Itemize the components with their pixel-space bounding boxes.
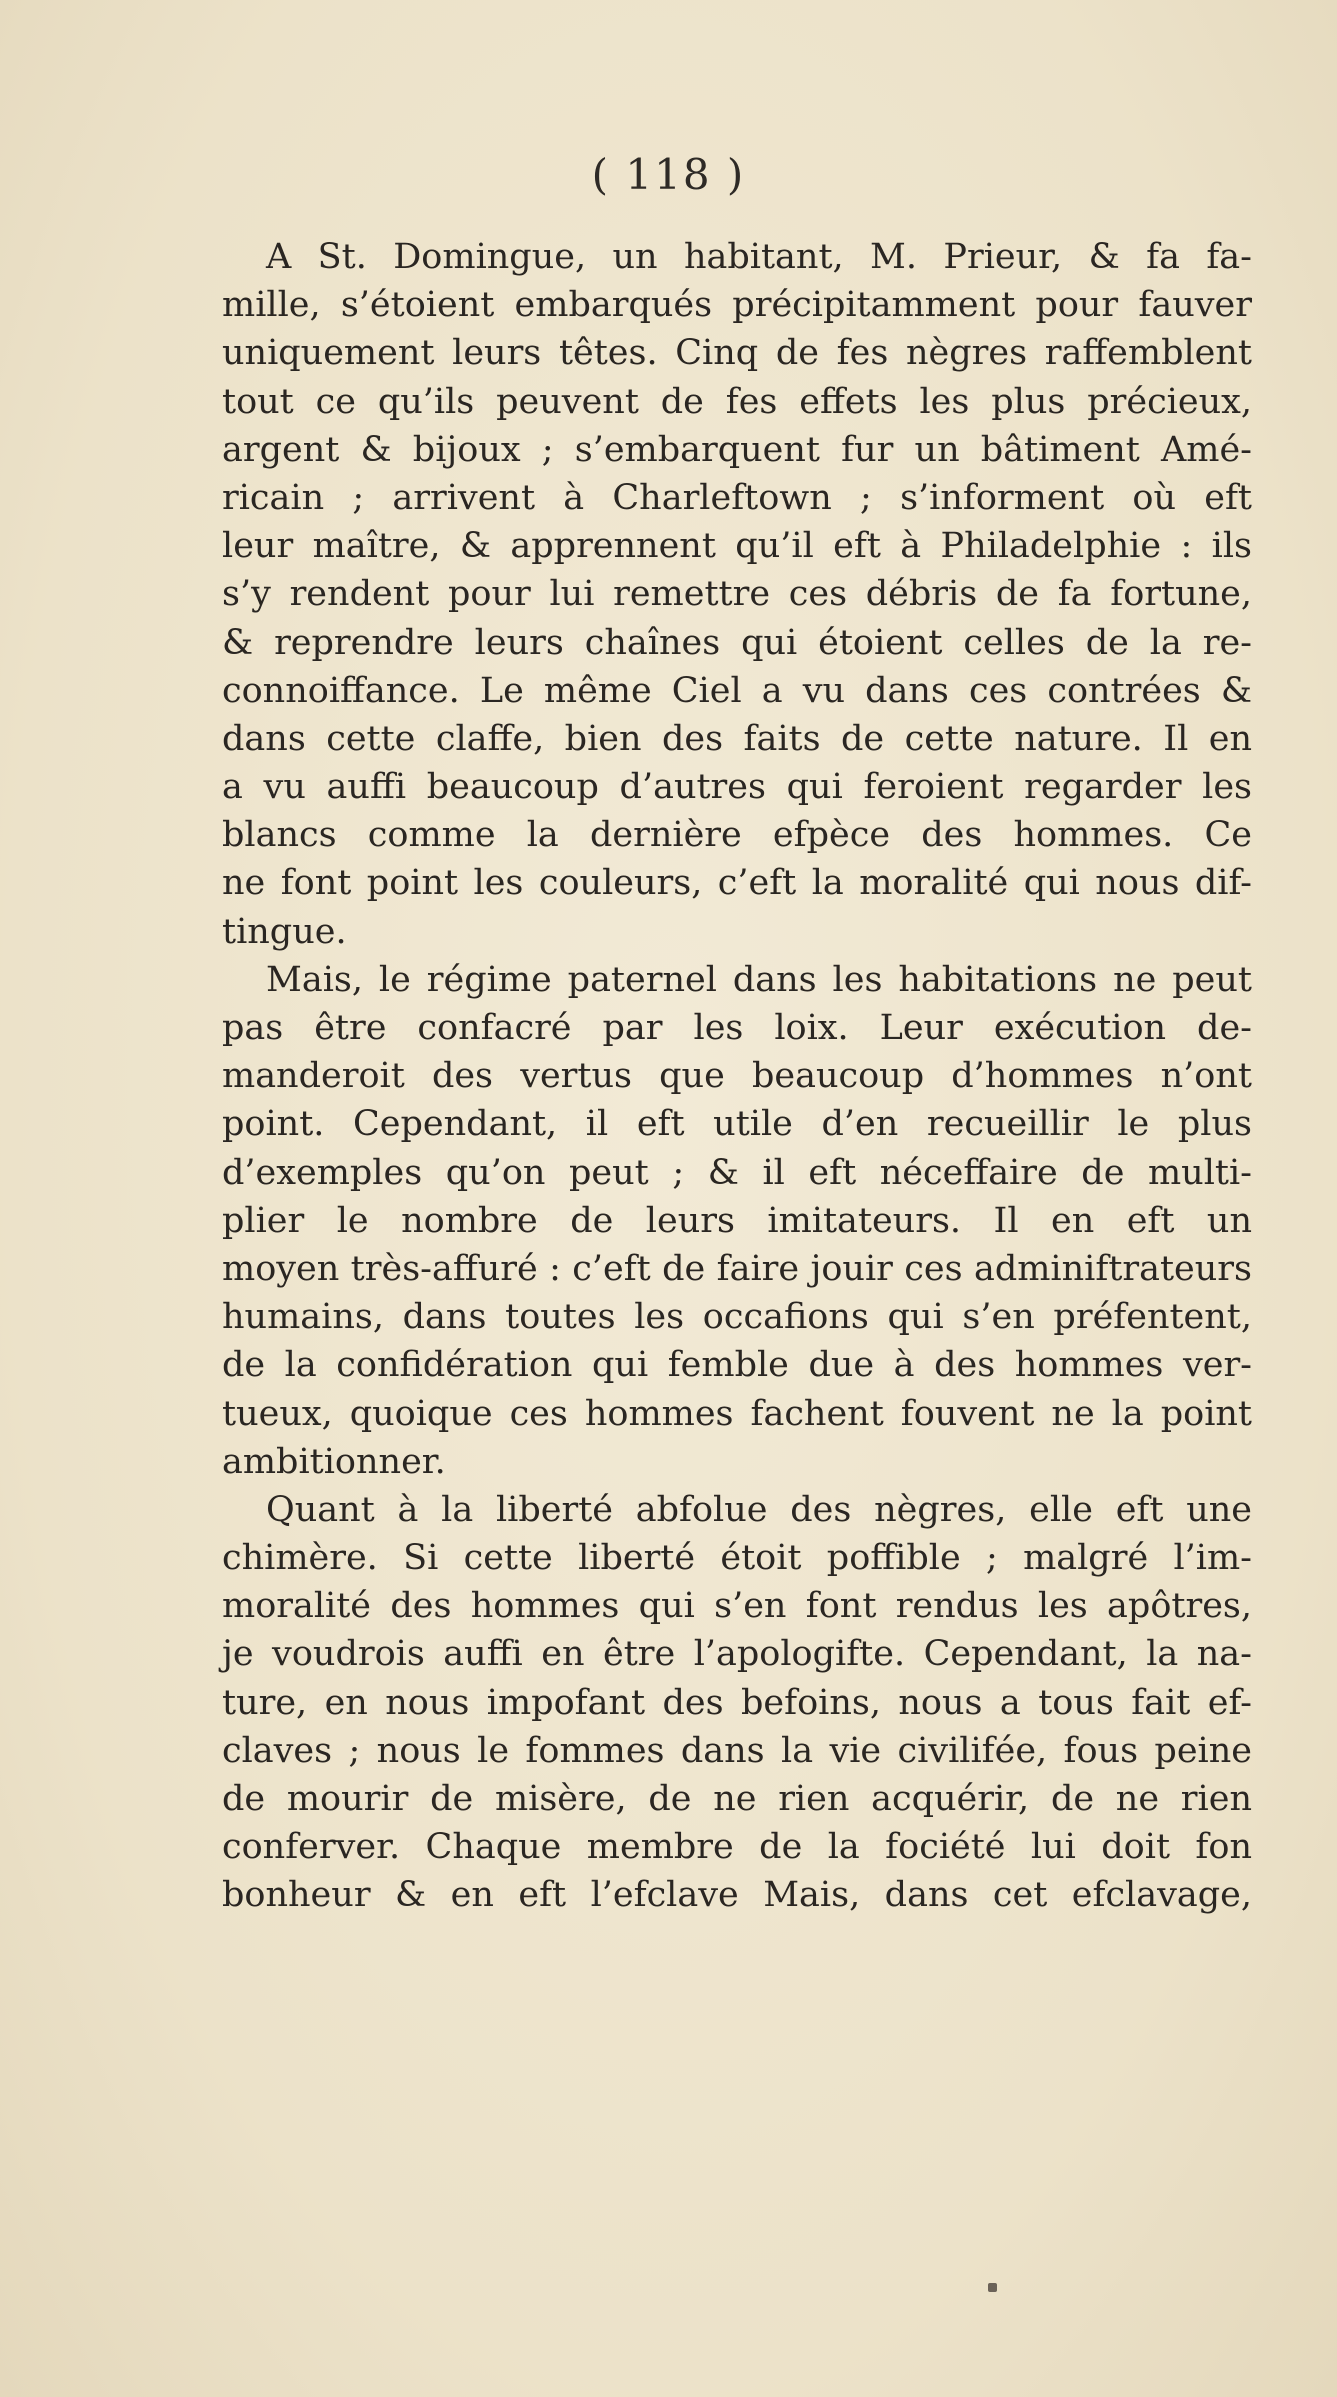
text-line: tingue. bbox=[222, 911, 347, 952]
text-line: tout ce qu’ils peuvent de fes effets les plus précieux, bbox=[222, 381, 1252, 422]
text-line: ne font point les couleurs, c’eft la moralité qui nous dif- bbox=[222, 863, 1252, 904]
text-line: A St. Domingue, un habitant, M. Prieur, & fa fa- bbox=[266, 237, 1252, 277]
text-line: de la confidération qui femble due à des hommes ver- bbox=[222, 1345, 1252, 1386]
text-line: Mais, le régime paternel dans les habitations ne peut bbox=[266, 959, 1252, 1000]
text-line: moyen très-affuré : c’eft de faire jouir ces adminiftrateurs bbox=[222, 1248, 1252, 1289]
text-line: point. Cependant, il eft utile d’en recueillir le plus bbox=[222, 1104, 1252, 1145]
text-line: connoiffance. Le même Ciel a vu dans ces contrées & bbox=[222, 670, 1252, 711]
page-number: ( 118 ) bbox=[591, 150, 746, 199]
text-line: dans cette claffe, bien des faits de cette nature. Il en bbox=[222, 718, 1252, 759]
text-line: je voudrois auffi en être l’apologifte. Cependant, la na- bbox=[222, 1634, 1252, 1675]
text-line: mille, s’étoient embarqués précipitamment pour fauver bbox=[222, 285, 1252, 326]
text-line: humains, dans toutes les occafions qui s’en préfentent, bbox=[222, 1297, 1252, 1338]
text-line: chimère. Si cette liberté étoit poffible ; malgré l’im- bbox=[222, 1538, 1252, 1579]
text-line: Quant à la liberté abfolue des nègres, elle eft une bbox=[266, 1489, 1252, 1530]
text-line: leur maître, & apprennent qu’il eft à Philadelphie : ils bbox=[222, 526, 1252, 567]
text-line: manderoit des vertus que beaucoup d’hommes n’ont bbox=[222, 1056, 1252, 1097]
text-line: pas être confacré par les loix. Leur exécution de- bbox=[222, 1008, 1252, 1048]
text-line: moralité des hommes qui s’en font rendus les apôtres, bbox=[222, 1586, 1252, 1627]
text-line: de mourir de misère, de ne rien acquérir, de ne rien bbox=[222, 1779, 1252, 1819]
text-line: ricain ; arrivent à Charleftown ; s’informent où eft bbox=[222, 477, 1252, 518]
text-line: a vu auffi beaucoup d’autres qui feroient regarder les bbox=[222, 767, 1252, 808]
text-line: s’y rendent pour lui remettre ces débris de fa fortune, bbox=[222, 574, 1252, 615]
text-line: tueux, quoique ces hommes fachent fouvent ne la point bbox=[222, 1393, 1252, 1434]
text-line: plier le nombre de leurs imitateurs. Il en eft un bbox=[222, 1200, 1252, 1241]
text-line: ture, en nous impofant des befoins, nous a tous fait ef- bbox=[222, 1682, 1252, 1723]
text-line: blancs comme la dernière efpèce des hommes. Ce bbox=[222, 815, 1252, 856]
text-line: & reprendre leurs chaînes qui étoient celles de la re- bbox=[222, 622, 1252, 663]
text-line: claves ; nous le fommes dans la vie civilifée, fous peine bbox=[222, 1730, 1252, 1771]
text-line: bonheur & en eft l’efclave Mais, dans cet efclavage, bbox=[222, 1875, 1252, 1916]
ink-mark bbox=[988, 2283, 997, 2292]
text-line: conferver. Chaque membre de la fociété lui doit fon bbox=[222, 1827, 1252, 1868]
text-line: ambitionner. bbox=[222, 1441, 446, 1482]
text-line: argent & bijoux ; s’embarquent fur un bâtiment Amé- bbox=[222, 429, 1252, 470]
text-line: d’exemples qu’on peut ; & il eft néceffaire de multi- bbox=[222, 1152, 1252, 1193]
body-text bbox=[222, 233, 1252, 1920]
text-line: uniquement leurs têtes. Cinq de fes nègres raffemblent bbox=[222, 333, 1252, 374]
